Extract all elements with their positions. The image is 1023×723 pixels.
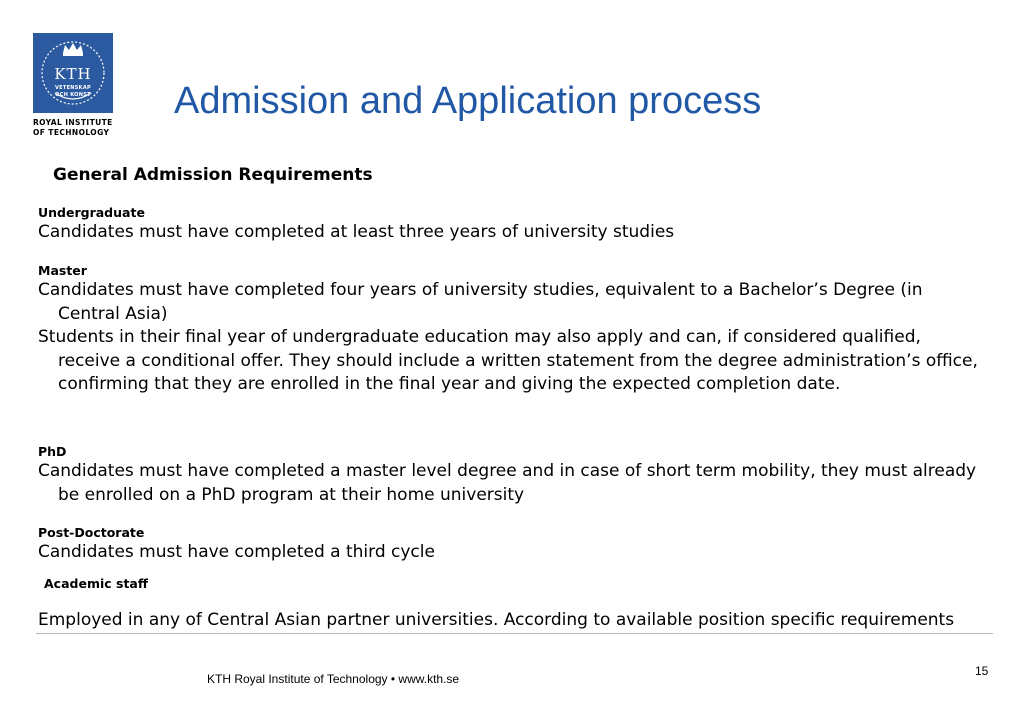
master-label: Master <box>38 263 87 278</box>
phd-section <box>38 444 988 507</box>
postdoc-section <box>38 525 988 565</box>
postdoc-label: Post-Doctorate <box>38 525 145 540</box>
logo-caption <box>33 118 133 138</box>
master-text-2: Students in their final year of undergraduate education may also apply and can, if considered qualified, receive a conditional offer. They should include a written statement from the degree administration’s office, confirming that they are enrolled in the final year and giving the expected completion date. <box>38 327 978 394</box>
logo-sub-line1: VETENSKAP <box>54 85 91 91</box>
footer-text: KTH Royal Institute of Technology • www.kth.se <box>207 672 460 686</box>
staff-section <box>38 576 988 633</box>
section-heading: General Admission Requirements <box>53 165 373 185</box>
undergraduate-section <box>38 205 988 245</box>
logo-kth-text: KTH <box>54 65 92 83</box>
page-number: 15 <box>975 664 989 678</box>
kth-logo <box>33 33 113 113</box>
slide-title: Admission and Application process <box>174 80 762 122</box>
master-text-1: Candidates must have completed four years of university studies, equivalent to a Bachelor’s Degree (in Central Asia) <box>38 280 923 324</box>
logo-sub-line2: OCH KONST <box>55 92 91 98</box>
postdoc-text: Candidates must have completed a third cycle <box>38 542 435 562</box>
master-section <box>38 263 988 397</box>
phd-label: PhD <box>38 444 67 459</box>
staff-text: Employed in any of Central Asian partner universities. According to available position specific requirements <box>38 610 955 630</box>
footer-divider <box>36 633 993 634</box>
logo-caption-line2: OF TECHNOLOGY <box>33 128 110 137</box>
staff-label: Academic staff <box>44 576 148 591</box>
undergraduate-text: Candidates must have completed at least three years of university studies <box>38 222 675 242</box>
phd-text: Candidates must have completed a master level degree and in case of short term mobility, they must already be enrolled on a PhD program at their home university <box>38 461 977 505</box>
logo-caption-line1: ROYAL INSTITUTE <box>33 118 113 127</box>
undergraduate-label: Undergraduate <box>38 205 145 220</box>
